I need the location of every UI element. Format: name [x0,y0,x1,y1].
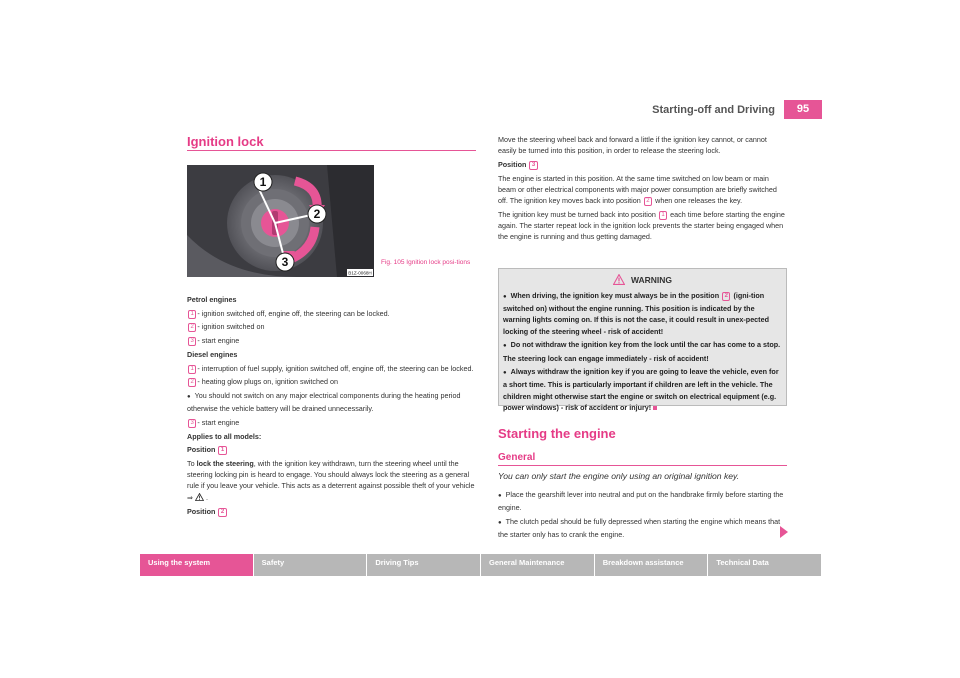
position-label: Position [187,507,216,517]
page-number-badge [784,100,822,119]
next-page-arrow-icon[interactable] [780,526,788,538]
tab-driving-tips[interactable]: Driving Tips [367,554,481,576]
release-steering-paragraph: Move the steering wheel back and forward a little if the ignition key cannot, or cannot easily be turned into this position, in order to release the steering lock. [498,135,767,156]
cross-reference-arrow[interactable]: ⇒ [187,492,194,502]
subsection-title: General [498,452,536,463]
diesel-bullet: ● You should not switch on any major electrical components during the heating period otherwise the vehicle battery will be drained unnecessarily. [187,390,476,414]
tab-breakdown-assistance[interactable]: Breakdown assistance [595,554,709,576]
warning-item [503,366,782,413]
list-item [187,335,476,346]
position-marker: 3 [188,419,196,428]
position-label-3-text: 3 [281,255,289,269]
section-title-starting-engine: Starting the engine [498,426,616,441]
figure-code: B1Z-0068H [348,270,372,276]
paragraph-text: each time before starting the engine again. The starter repeat lock in the ignition lock prevents the starter being engaged when the engine is running and thus getting damaged. [498,209,785,242]
position-marker: 2 [218,508,226,517]
list-item-text: - ignition switched on [197,322,265,332]
warning-item: ● Do not withdraw the ignition key from the lock until the car has come to a stop. The steering lock can engage immediately - risk of accident! [503,339,782,363]
position-2-heading [187,506,476,517]
right-column-text [498,134,787,245]
end-marker [653,406,657,410]
list-item-text: - heating glow plugs on, ignition switched on [197,377,338,387]
header-title: Starting-off and Driving [652,104,775,116]
section-title-ignition-lock: Ignition lock [187,134,264,149]
warning-text-part: When driving, the ignition key must always be in the position [510,291,720,300]
lock-steering-paragraph: To lock the steering, with the ignition key withdrawn, turn the steering wheel until the steering locking pin is heard to engage. You should always lock the steering as a general rule if you leave your vehicle. This acts as a deterrent against possible theft of your vehicle ⇒ . [187,458,476,504]
warning-triangle-icon [613,274,625,287]
position-label-1-text: 1 [259,175,267,189]
footer-nav [140,554,821,576]
page-number: 95 [796,103,810,115]
position-label: Position [187,445,216,455]
list-item-text: - ignition switched off, engine off, the steering can be locked. [197,308,390,318]
tab-using-the-system[interactable]: Using the system [140,554,254,576]
position-marker: 2 [188,378,196,387]
warning-title: WARNING [630,275,673,285]
position-3-heading [498,159,787,170]
diesel-heading: Diesel engines [187,349,238,359]
list-item-text: - start engine [197,336,240,346]
list-item-text: - start engine [197,417,240,427]
warning-text [503,290,782,413]
para-bold: lock the steering [196,458,254,468]
position-marker: 2 [722,292,730,301]
list-item: ● The clutch pedal should be fully depressed when starting the engine which means that the starter only has to crank the engine. [498,516,787,540]
paragraph-text: The engine is started in this position. At the same time switched on low beam or main beam or other electrical components with major power consumption are briefly switched off. The ignition key moves back into position [498,173,777,206]
position-marker: 2 [644,197,652,206]
warning-item [503,290,782,337]
warning-triangle-icon [195,493,204,504]
para-prefix: To [187,458,195,468]
position-marker: 3 [529,161,537,170]
list-item: ● Place the gearshift lever into neutral and put on the handbrake firmly before starting the engine. [498,489,787,513]
paragraph-text: The ignition key must be turned back into position [498,209,656,219]
tab-safety[interactable]: Safety [254,554,368,576]
list-item [187,417,476,428]
position-1-heading [187,444,476,455]
tab-technical-data[interactable]: Technical Data [708,554,821,576]
list-item [187,363,476,374]
applies-heading: Applies to all models: [187,431,262,441]
position-marker: 1 [188,310,196,319]
list-item [187,321,476,332]
position-marker: 1 [659,211,667,220]
paragraph-text: when one releases the key. [655,196,743,206]
section-rule [187,150,476,151]
intro-text: You can only start the engine only using an original ignition key. [498,471,740,481]
position-marker: 2 [188,323,196,332]
position-marker: 1 [188,365,196,374]
position-label: Position [498,159,527,169]
subsection-rule [498,465,787,466]
ignition-lock-figure [187,165,374,277]
list-item [187,376,476,387]
ignition-lock-illustration [187,165,374,277]
starting-bullets [498,489,787,543]
warning-heading [503,274,782,287]
engine-start-paragraph [498,173,787,207]
repeat-lock-paragraph [498,209,787,243]
figure-caption: Fig. 105 Ignition lock posi-tions [381,259,471,266]
tab-general-maintenance[interactable]: General Maintenance [481,554,595,576]
para-rest: , with the ignition key withdrawn, turn the steering wheel until the steering locking pin is heard to engage. You should always lock the steering as a general rule if you leave your vehicle. This acts as a deterrent against possible theft of your vehicle [187,458,475,491]
petrol-heading: Petrol engines [187,295,237,304]
list-item [187,308,476,319]
position-marker: 1 [218,446,226,455]
warning-text-part: (igni-tion switched on) without the engine running. This position is indicated by the warning lights coming on. If this is not the case, it could result in unex-pected locking of the steering wheel - risk of accident! [503,291,769,336]
warning-box [498,268,787,412]
position-label-2-text: 2 [313,207,321,221]
left-column-text [187,294,476,520]
warning-text-part: Always withdraw the ignition key if you are going to leave the vehicle, even for a short time. This is particularly important if children are left in the vehicle. The children might otherwise start the engine or switch on electrical equipment (e.g. power windows) - risk of accident or injury! [503,367,779,412]
position-marker: 3 [188,337,196,346]
list-item-text: - interruption of fuel supply, ignition switched off, engine off, the steering can be locked. [197,363,474,373]
